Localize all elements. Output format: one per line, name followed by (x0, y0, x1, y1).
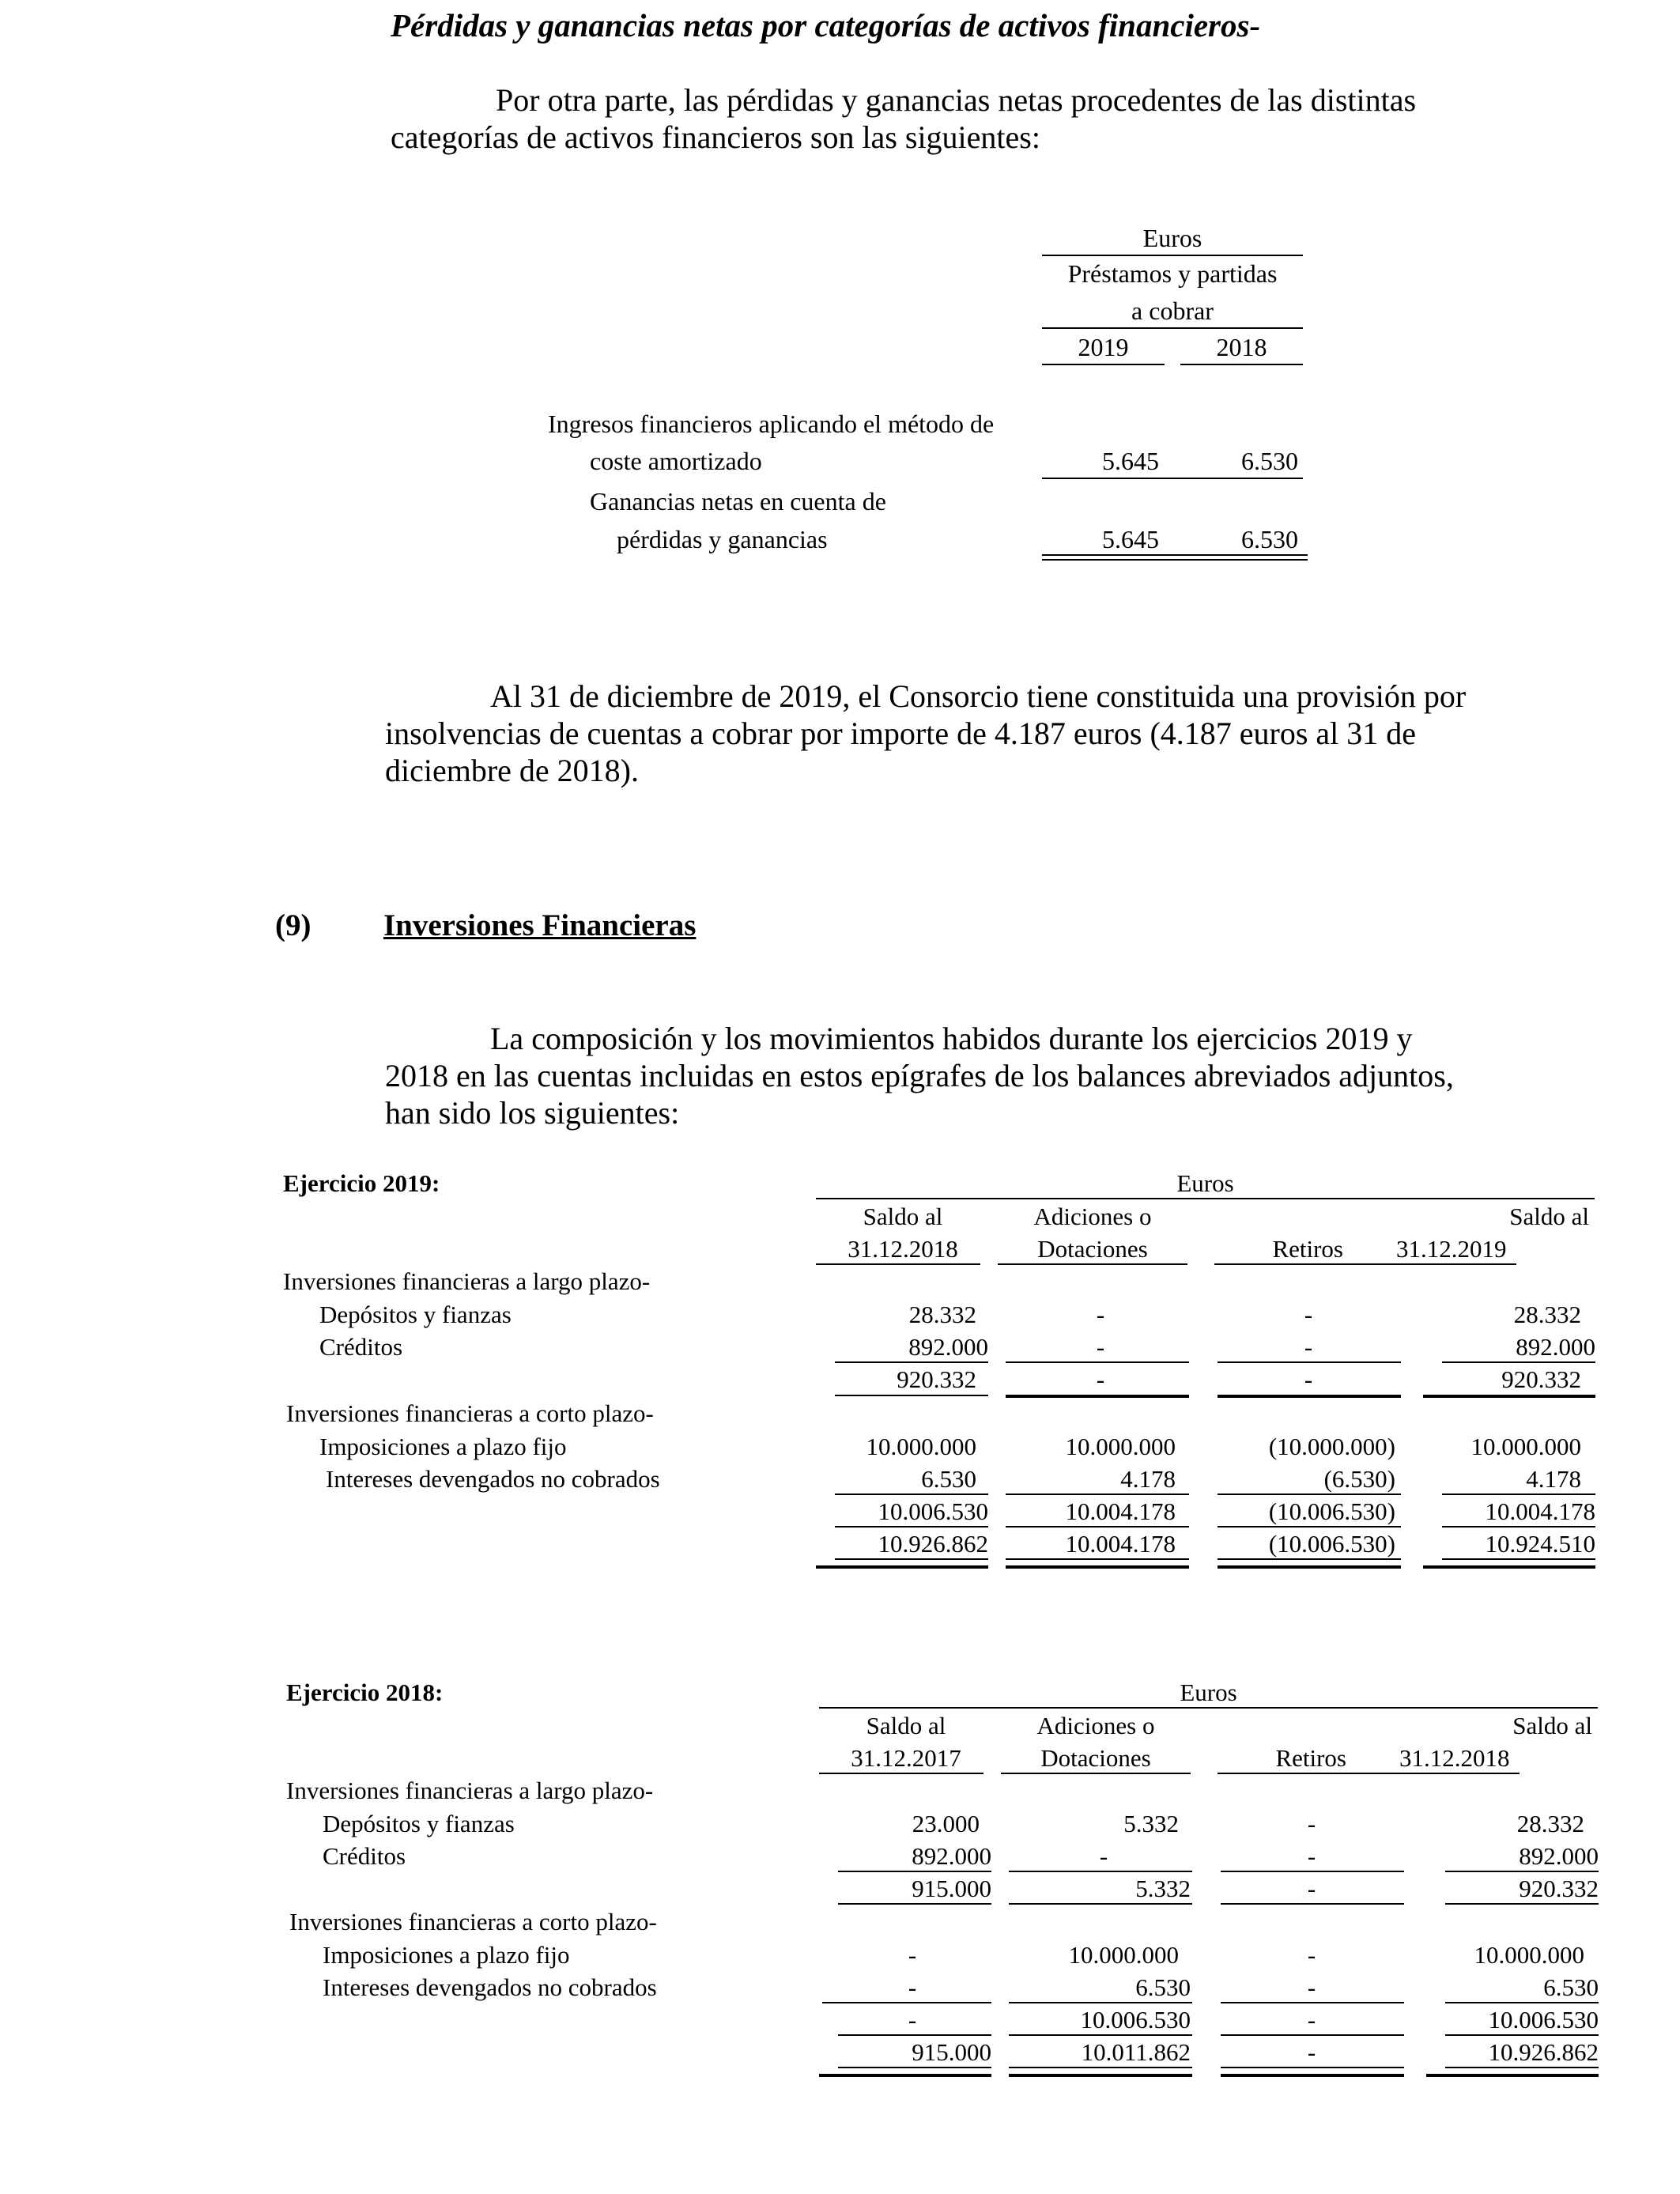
table2019-cp-rule-c2 (1006, 1494, 1189, 1495)
table2019-col1-header2: 31.12.2018 (848, 1235, 958, 1263)
note-paragraph-line2: insolvencias de cuentas a cobrar por importe de 4.187 euros (4.187 euros al 31 de (385, 716, 1417, 751)
table2018-lp-row1-c4: 28.332 (1516, 1810, 1584, 1837)
table2019-cp-row1-label: Imposiciones a plazo fijo (319, 1433, 567, 1460)
section9-title: Inversiones Financieras (383, 908, 697, 942)
table2019-cp-total-rule-c3 (1218, 1526, 1401, 1527)
table2019-lp-title: Inversiones financieras a largo plazo- (283, 1267, 651, 1295)
table2019-col4-header1: Saldo al (1509, 1203, 1589, 1230)
table2019-grand-rule2-c3 (1218, 1565, 1401, 1569)
table2019-lp-total-c4: 920.332 (1501, 1365, 1581, 1393)
table2019-col2-header2: Dotaciones (1037, 1235, 1148, 1263)
table2018-cp-total-c2: 10.006.530 (1080, 2006, 1191, 2034)
intro-paragraph-line2: categorías de activos financieros son las siguientes: (391, 119, 1040, 155)
table2019-cp-total-c3: (10.006.530) (1268, 1497, 1395, 1525)
table2018-lp-row2-c4: 892.000 (1519, 1842, 1599, 1870)
table2018-grand-total-c1: 915.000 (912, 2038, 991, 2066)
table2018-lp-row2-c3: - (1307, 1842, 1316, 1870)
table2018-lp-total-c2: 5.332 (1135, 1875, 1191, 1902)
table2018-lp-rule-c4 (1445, 1871, 1599, 1872)
table2019-lp-row2-c3: - (1304, 1333, 1313, 1361)
table2019-col34-header-rule (1214, 1263, 1516, 1265)
table2019-lp-total-c1: 920.332 (897, 1365, 976, 1393)
table2019-cp-total-rule-c1 (835, 1526, 988, 1527)
table1-row2-2019: 5.645 (1102, 525, 1159, 553)
table2019-lp-row1-c2: - (1096, 1301, 1105, 1328)
section9-number: (9) (275, 908, 311, 942)
table2018-lp-row1-c2: 5.332 (1123, 1810, 1179, 1837)
table2018-lp-rule-c1 (838, 1871, 991, 1872)
table2018-header-rule (819, 1707, 1598, 1709)
table2018-cp-row2-c2: 6.530 (1135, 1973, 1191, 2001)
table2019-lp-row2-c4: 892.000 (1516, 1333, 1595, 1361)
table2018-lp-total-rule-c1 (838, 1903, 991, 1905)
table2018-cp-total-rule-c4 (1445, 2034, 1599, 2036)
table1-row2-rule-top (1042, 554, 1308, 556)
table2018-lp-total-rule-c4 (1445, 1903, 1599, 1905)
table2018-col1-header-rule (819, 1773, 983, 1774)
table2019-col1-header-rule (816, 1263, 980, 1265)
table1-row2-label-line2: pérdidas y ganancias (617, 525, 828, 553)
table2018-col1-header2: 31.12.2017 (851, 1744, 961, 1772)
table2019-grand-total-c3: (10.006.530) (1268, 1530, 1395, 1558)
table2019-lp-row1-c1: 28.332 (908, 1301, 976, 1328)
table1-row2-rule-bottom (1042, 559, 1308, 561)
table2019-lp-row2-label: Créditos (319, 1333, 403, 1361)
table2018-col2-header1: Adiciones o (1036, 1712, 1155, 1739)
table2019-grand-rule1-c3 (1218, 1558, 1401, 1560)
table2018-cp-total-rule-c1 (838, 2034, 991, 2036)
table2019-cp-row1-c4: 10.000.000 (1470, 1433, 1581, 1460)
table2018-lp-row2-label: Créditos (323, 1842, 406, 1870)
table2018-cp-row1-c1: - (908, 1941, 917, 1969)
table1-year-2019: 2019 (1078, 333, 1129, 361)
table1-row2-2018: 6.530 (1241, 525, 1298, 553)
table2019-lp-row1-label: Depósitos y fianzas (319, 1301, 512, 1328)
table2018-cp-row2-c3: - (1307, 1973, 1316, 2001)
table2018-grand-rule1-c3 (1221, 2067, 1404, 2068)
table2018-lp-rule-c3 (1221, 1871, 1404, 1872)
table2019-grand-total-c2: 10.004.178 (1065, 1530, 1176, 1558)
note-paragraph-line1: Al 31 de diciembre de 2019, el Consorcio tiene constituida una provisión por (490, 678, 1467, 714)
table2019-cp-total-c2: 10.004.178 (1065, 1497, 1176, 1525)
table2018-lp-total-c1: 915.000 (912, 1875, 991, 1902)
table2019-lp-rule-c1 (835, 1361, 988, 1363)
table2018-col3-header: Retiros (1275, 1744, 1346, 1772)
table2019-cp-rule-c4 (1442, 1494, 1595, 1495)
table2018-cp-row1-label: Imposiciones a plazo fijo (323, 1941, 570, 1969)
table2018-lp-row1-label: Depósitos y fianzas (323, 1810, 515, 1837)
table2019-col2-header1: Adiciones o (1033, 1203, 1152, 1230)
table2018-cp-rule-c1 (822, 2002, 991, 2003)
table2019-lp-rule-c3 (1218, 1361, 1401, 1363)
table2019-cp-row2-c3: (6.530) (1323, 1465, 1395, 1493)
table1-header-rule (1042, 255, 1303, 256)
section9-intro-line3: han sido los siguientes: (385, 1095, 680, 1131)
table2019-header-euros: Euros (1176, 1169, 1234, 1197)
table2019-col1-header1: Saldo al (863, 1203, 943, 1230)
table2019-lp-total-rule-c4 (1423, 1395, 1595, 1398)
table2018-cp-total-c1: - (908, 2006, 917, 2034)
section9-intro-line2: 2018 en las cuentas incluidas en estos epígrafes de los balances abreviados adjuntos, (385, 1058, 1454, 1093)
table2018-col4-header2: 31.12.2018 (1399, 1744, 1510, 1772)
table2018-cp-rule-c4 (1445, 2002, 1599, 2003)
intro-paragraph-line1: Por otra parte, las pérdidas y ganancias netas procedentes de las distintas (496, 82, 1417, 118)
table2018-cp-total-c3: - (1307, 2006, 1316, 2034)
section-title-perdidas-ganancias: Pérdidas y ganancias netas por categorías de activos financieros- (391, 7, 1261, 43)
table2019-cp-rule-c1 (835, 1494, 988, 1495)
table1-row1-label-line2: coste amortizado (590, 447, 762, 475)
table2019-cp-title: Inversiones financieras a corto plazo- (286, 1399, 654, 1427)
table2018-lp-row1-c3: - (1307, 1810, 1316, 1837)
table2019-cp-row1-c3: (10.000.000) (1268, 1433, 1395, 1460)
table2019-lp-total-rule-c3 (1218, 1395, 1401, 1398)
table2018-grand-rule2-c3 (1221, 2074, 1404, 2077)
table2018-grand-total-c3: - (1307, 2038, 1316, 2066)
table2018-cp-row1-c2: 10.000.000 (1068, 1941, 1179, 1969)
table2018-col4-header1: Saldo al (1512, 1712, 1592, 1739)
table2018-lp-row1-c1: 23.000 (912, 1810, 980, 1837)
table1-row1-2019: 5.645 (1102, 447, 1159, 475)
table2019-grand-rule2-c4 (1423, 1565, 1595, 1569)
table2019-lp-row1-c4: 28.332 (1513, 1301, 1581, 1328)
table2018-cp-total-rule-c3 (1221, 2034, 1404, 2036)
table2019-grand-rule1-c4 (1442, 1558, 1595, 1560)
table2018-cp-rule-c3 (1221, 2002, 1404, 2003)
table2018-cp-row2-label: Intereses devengados no cobrados (323, 1973, 657, 2001)
table2018-cp-row2-c1: - (908, 1973, 917, 2001)
table2018-lp-total-c3: - (1307, 1875, 1316, 1902)
table1-header-category2: a cobrar (1131, 296, 1214, 325)
table2019-col4-header2: 31.12.2019 (1396, 1235, 1507, 1263)
table2019-col3-header: Retiros (1272, 1235, 1343, 1263)
table2018-cp-row2-c4: 6.530 (1543, 1973, 1599, 2001)
table2019-lp-rule-c4 (1442, 1361, 1595, 1363)
table2018-title: Ejercicio 2018: (286, 1679, 444, 1706)
table2019-lp-row2-c1: 892.000 (908, 1333, 988, 1361)
table2019-title: Ejercicio 2019: (283, 1169, 440, 1197)
table2019-cp-row2-c1: 6.530 (921, 1465, 976, 1493)
table2019-cp-total-rule-c4 (1442, 1526, 1595, 1527)
table2018-cp-rule-c2 (1009, 2002, 1192, 2003)
table2018-grand-total-c4: 10.926.862 (1488, 2038, 1599, 2066)
table2018-cp-total-c4: 10.006.530 (1488, 2006, 1599, 2034)
table2019-cp-row2-label: Intereses devengados no cobrados (326, 1465, 660, 1493)
table1-row1-rule (1042, 478, 1303, 479)
table2019-lp-row2-c2: - (1096, 1333, 1105, 1361)
table2018-grand-total-c2: 10.011.862 (1081, 2038, 1191, 2066)
table2018-grand-rule2-c4 (1426, 2074, 1599, 2077)
table2019-lp-total-rule-c2 (1006, 1395, 1189, 1398)
table2019-lp-total-c3: - (1304, 1365, 1313, 1393)
table2018-lp-total-rule-c3 (1221, 1903, 1404, 1905)
table2018-col1-header1: Saldo al (866, 1712, 946, 1739)
table1-header-euros: Euros (1142, 224, 1202, 252)
table1-year-rule-2018 (1180, 364, 1303, 365)
section9-intro-line1: La composición y los movimientos habidos durante los ejercicios 2019 y (490, 1021, 1413, 1056)
table2018-cp-row1-c4: 10.000.000 (1474, 1941, 1584, 1969)
table2019-grand-rule1-c2 (1006, 1558, 1189, 1560)
table2018-lp-row2-c1: 892.000 (912, 1842, 991, 1870)
table1-header-rule2 (1042, 327, 1303, 329)
table2019-cp-row2-c4: 4.178 (1526, 1465, 1581, 1493)
table2019-cp-total-c1: 10.006.530 (878, 1497, 988, 1525)
table2019-lp-rule-c2 (1006, 1361, 1189, 1363)
table2018-cp-row1-c3: - (1307, 1941, 1316, 1969)
table2018-grand-rule2-c1 (819, 2074, 991, 2077)
table2019-cp-row1-c2: 10.000.000 (1065, 1433, 1176, 1460)
table2018-grand-rule1-c2 (1009, 2067, 1192, 2068)
table2018-col2-header2: Dotaciones (1040, 1744, 1151, 1772)
table1-row1-2018: 6.530 (1241, 447, 1298, 475)
table1-row1-label-line1: Ingresos financieros aplicando el método de (548, 410, 995, 438)
table2018-lp-title: Inversiones financieras a largo plazo- (286, 1777, 654, 1804)
table2018-col2-header-rule (1001, 1773, 1191, 1774)
table2018-grand-rule1-c4 (1445, 2067, 1599, 2068)
table1-year-2018: 2018 (1216, 333, 1267, 361)
table2019-cp-total-c4: 10.004.178 (1485, 1497, 1595, 1525)
table2019-col2-header-rule (998, 1263, 1187, 1265)
table2019-header-rule (816, 1198, 1595, 1199)
table1-year-rule-2019 (1042, 364, 1165, 365)
table2019-grand-rule2-c2 (1006, 1565, 1189, 1569)
table2019-grand-rule2-c1 (816, 1565, 988, 1569)
table2018-lp-rule-c2 (1009, 1871, 1192, 1872)
table2019-grand-total-c4: 10.924.510 (1485, 1530, 1595, 1558)
table2019-cp-total-rule-c2 (1006, 1526, 1189, 1527)
table2019-cp-row2-c2: 4.178 (1120, 1465, 1176, 1493)
table2018-cp-title: Inversiones financieras a corto plazo- (289, 1908, 657, 1935)
table2018-cp-total-rule-c2 (1009, 2034, 1192, 2036)
table2018-lp-total-c4: 920.332 (1519, 1875, 1599, 1902)
table2019-cp-row1-c1: 10.000.000 (866, 1433, 976, 1460)
table2018-lp-total-rule-c2 (1009, 1903, 1192, 1905)
table2019-grand-rule1-c1 (835, 1558, 988, 1560)
note-paragraph-line3: diciembre de 2018). (385, 753, 639, 788)
table2019-lp-row1-c3: - (1304, 1301, 1313, 1328)
table2019-lp-total-rule-c1 (835, 1395, 988, 1396)
table2018-grand-rule1-c1 (838, 2067, 991, 2068)
table2019-lp-total-c2: - (1096, 1365, 1105, 1393)
table2018-col34-header-rule (1218, 1773, 1520, 1774)
table2018-lp-row2-c2: - (1099, 1842, 1108, 1870)
table2018-header-euros: Euros (1180, 1679, 1237, 1706)
table1-header-category1: Préstamos y partidas (1067, 259, 1278, 288)
table2019-grand-total-c1: 10.926.862 (878, 1530, 988, 1558)
table2018-grand-rule2-c2 (1009, 2074, 1192, 2077)
table1-row2-label-line1: Ganancias netas en cuenta de (590, 487, 886, 515)
table2019-cp-rule-c3 (1218, 1494, 1401, 1495)
